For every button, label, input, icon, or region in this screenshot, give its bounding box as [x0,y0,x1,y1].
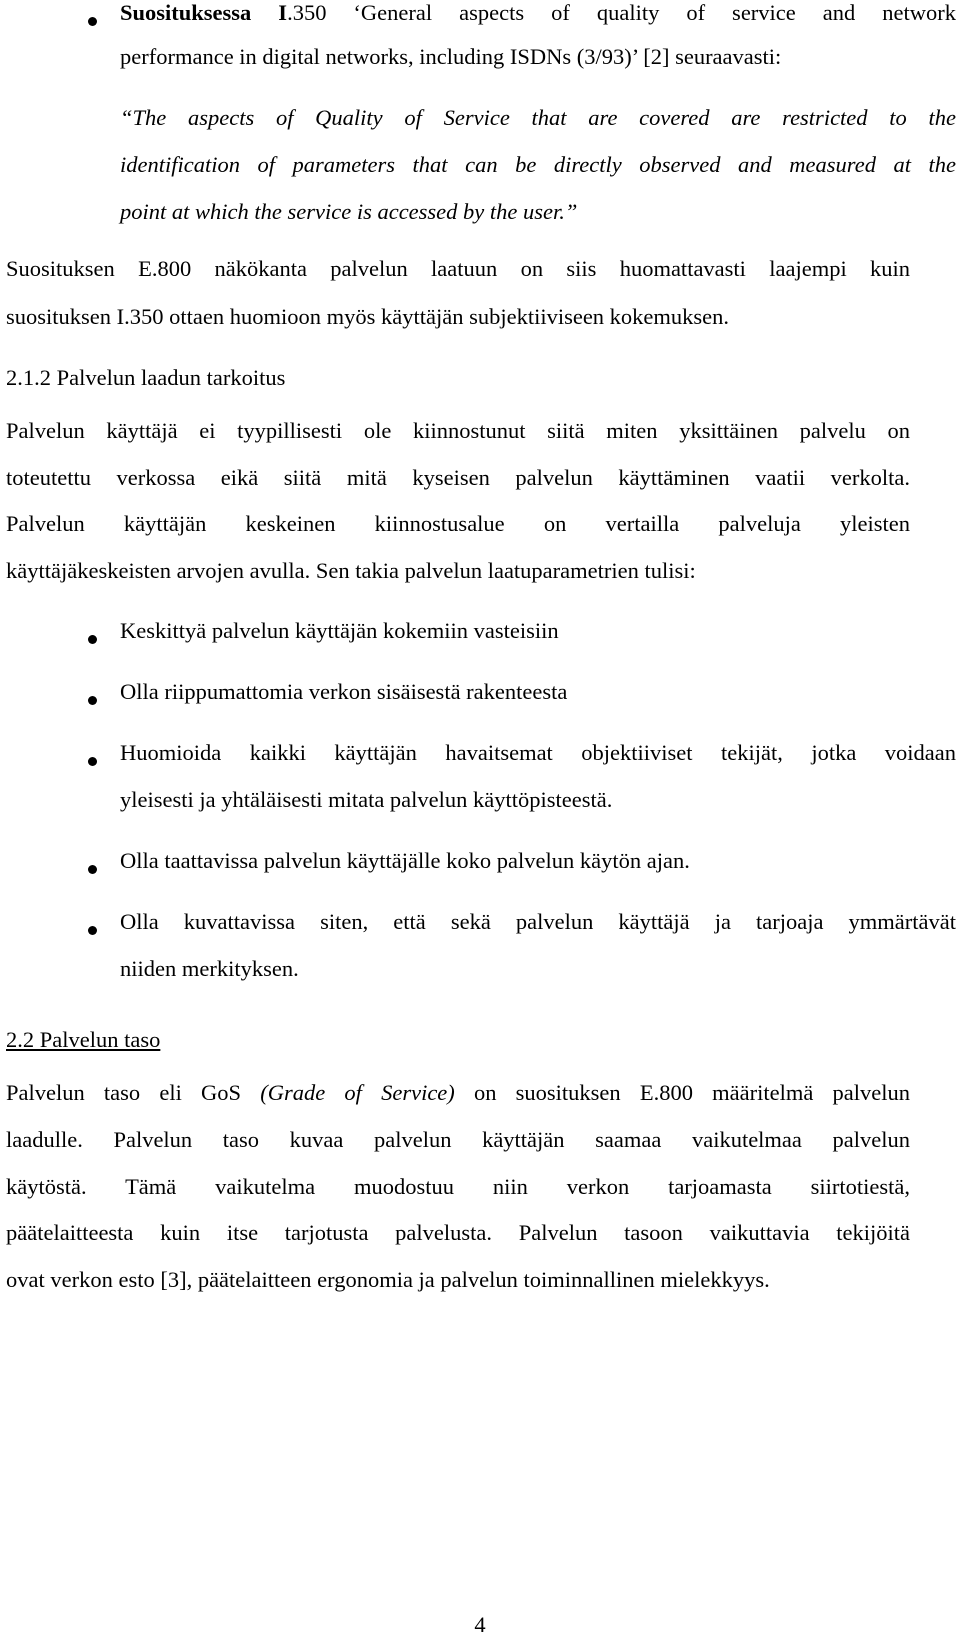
text-span: on suosituksen E.800 määritelmä palvelun [454,1080,911,1105]
section-heading-2-2: 2.2 Palvelun taso [6,1027,161,1052]
list-item-line: Olla taattavissa palvelun käyttäjälle koko palvelun käytön ajan. [120,848,690,873]
list-item [88,679,956,719]
bold-reference: Suosituksessa I [120,0,288,25]
paragraph-line: Palvelun käyttäjän keskeinen kiinnostusalue on vertailla palveluja yleisten [6,511,910,536]
paragraph-line: Suosituksen E.800 näkökanta palvelun laatuun on siis huomattavasti laajempi kuin [6,256,910,281]
list-item-line: niiden merkityksen. [120,956,299,981]
bullet-icon [88,926,97,935]
list-item-line: Olla kuvattavissa siten, että sekä palvelun käyttäjä ja tarjoaja ymmärtävät [120,909,956,934]
list-item-line: Olla riippumattomia verkon sisäisestä rakenteesta [120,679,568,704]
italic-term: (Grade of Service) [260,1080,455,1105]
paragraph-line: laadulle. Palvelun taso kuvaa palvelun käyttäjän saamaa vaikutelmaa palvelun [6,1127,910,1152]
quote-line: identification of parameters that can be directly observed and measured at the [120,152,956,177]
paragraph-line: toteutettu verkossa eikä siitä mitä kyseisen palvelun käyttäminen vaatii verkolta. [6,465,910,490]
paragraph-line: käytöstä. Tämä vaikutelma muodostuu niin verkon tarjoamasta siirtotiestä, [6,1174,910,1199]
quote-line: point at which the service is accessed by the user.” [120,199,578,224]
section-heading-2-1-2: 2.1.2 Palvelun laadun tarkoitus [6,365,286,390]
list-item-line: Huomioida kaikki käyttäjän havaitsemat objektiiviset tekijät, jotka voidaan [120,740,956,765]
paragraph-line: ovat verkon esto [3], päätelaitteen ergonomia ja palvelun toiminnallinen mielekkyys. [6,1267,770,1292]
bullet-icon [88,635,97,644]
paragraph-line: päätelaitteesta kuin itse tarjotusta palvelusta. Palvelun tasoon vaikuttavia tekijöitä [6,1220,910,1245]
page-number: 4 [474,1612,486,1637]
bullet-icon [88,696,97,705]
bullet-icon [88,757,97,766]
paragraph-line [6,1082,910,1105]
list-item-line: Keskittyä palvelun käyttäjän kokemiin vasteisiin [120,618,559,643]
bullet-icon [88,17,97,26]
list-item [88,909,956,989]
list-item [88,618,956,658]
quote-line: “The aspects of Quality of Service that are covered are restricted to the [120,105,956,130]
list-item [88,848,956,888]
paragraph-line: Palvelun käyttäjä ei tyypillisesti ole kiinnostunut siitä miten yksittäinen palvelu on [6,418,910,443]
text-span: .350 ‘General aspects of quality of service and network [287,0,956,25]
list-item-line: yleisesti ja yhtäläisesti mitata palvelun käyttöpisteestä. [120,787,613,812]
paragraph-line: suosituksen I.350 ottaen huomioon myös käyttäjän subjektiiviseen kokemuksen. [6,304,730,329]
bullet-icon [88,865,97,874]
text-span: Palvelun taso eli GoS [6,1080,261,1105]
paragraph-line: käyttäjäkeskeisten arvojen avulla. Sen takia palvelun laatuparametrien tulisi: [6,558,696,583]
list-item-line [120,2,956,25]
list-item [88,740,956,820]
list-item-line: performance in digital networks, including ISDNs (3/93)’ [2] seuraavasti: [120,44,782,69]
list-item-i350 [88,0,956,230]
